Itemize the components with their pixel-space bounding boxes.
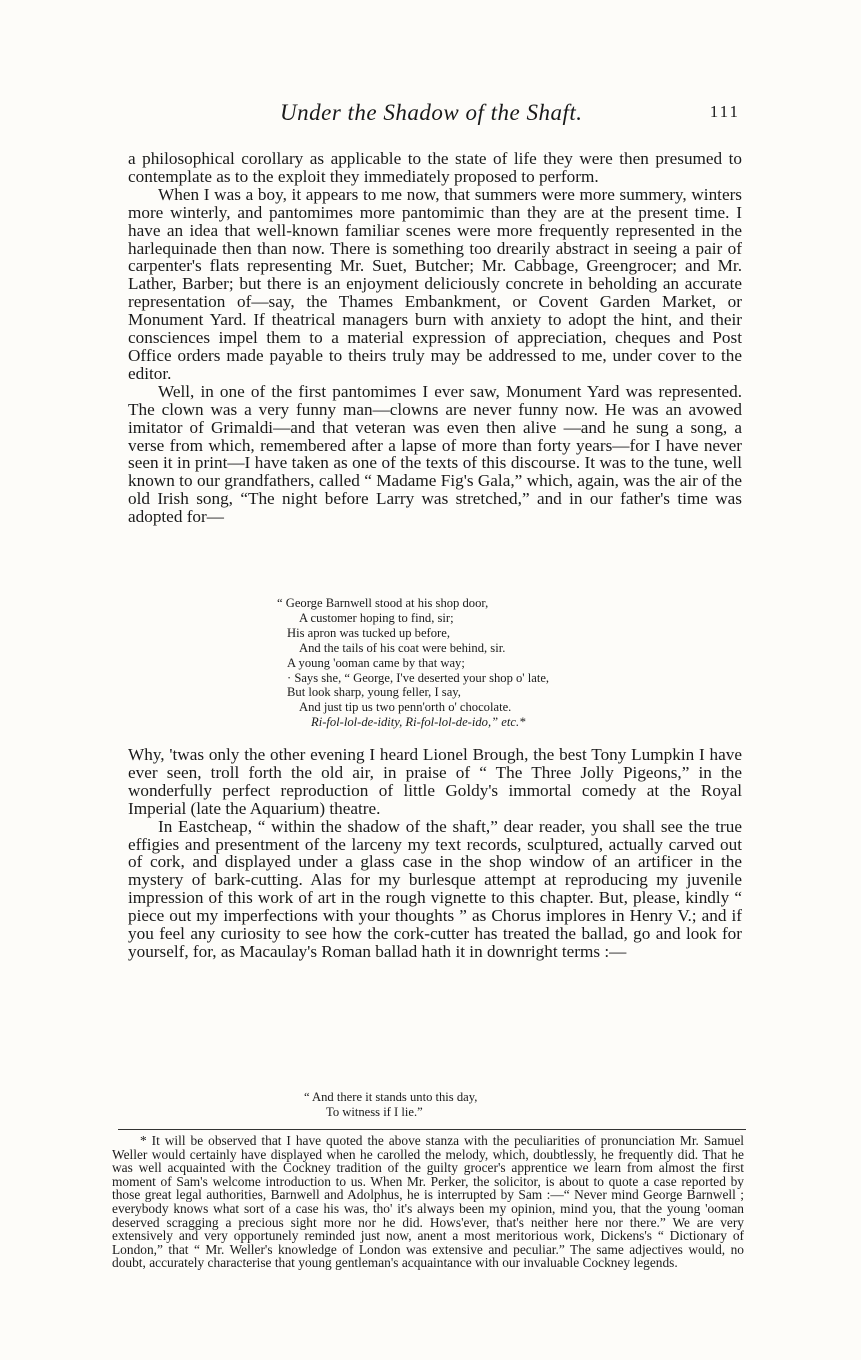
body-text-middle bbox=[128, 746, 742, 961]
body-text-upper bbox=[128, 150, 742, 526]
verse-line: “ And there it stands unto this day, bbox=[304, 1090, 478, 1104]
verse-line: His apron was tucked up before, bbox=[287, 625, 450, 640]
paragraph-eastcheap: In Eastcheap, “ within the shadow of the shaft,” dear reader, you shall see the true effigies and presentment of the larceny my text records, sculptured, actually carved out of cork, and displayed under a glass case in the shop window of an artificer in the mystery of bark-cutting. Alas for my burlesque attempt at reproducing my juvenile impression of this work of art in the rough vignette to this chapter. But, please, kindly “ piece out my imperfections with your thoughts ” as Chorus implores in Henry V.; and if you feel any curiosity to see how the cork-cutter has treated the ballad, go and look for yourself, for, as Macaulay's Roman ballad hath it in downright terms :— bbox=[128, 816, 742, 961]
paragraph-continuation: a philosophical corollary as applicable to the state of life they were then presumed to contemplate as to the exploit they immediately proposed to perform. bbox=[128, 149, 742, 186]
running-head bbox=[130, 100, 740, 128]
verse-line-refrain: Ri-fol-lol-de-idity, Ri-fol-lol-de-ido,” etc.* bbox=[311, 715, 526, 730]
paragraph-pantomime: Well, in one of the first pantomimes I ever saw, Monument Yard was represented. The clown was a very funny man—clowns are never funny now. He was an avowed imitator of Grimaldi—and that veteran was even then alive —and he sung a song, a verse from which, remembered after a lapse of more than forty years—for I have never seen it in print—I have taken as one of the texts of this discourse. It was to the tune, well known to our grandfathers, called “ Madame Fig's Gala,” which, again, was the air of the old Irish song, “The night before Larry was stretched,” and in our father's time was adopted for— bbox=[128, 381, 742, 527]
verse-line: And the tails of his coat were behind, sir. bbox=[299, 640, 506, 655]
footnote-rule bbox=[118, 1129, 746, 1130]
verse-line: But look sharp, young feller, I say, bbox=[287, 685, 461, 700]
page-number: 111 bbox=[709, 102, 740, 121]
verse-line: · Says she, “ George, I've deserted your shop o' late, bbox=[287, 670, 550, 685]
verse-george-barnwell bbox=[277, 596, 677, 730]
verse-line: And just tip us two penn'orth o' chocolate. bbox=[299, 700, 512, 715]
paragraph-lionel-brough: Why, 'twas only the other evening I heard Lionel Brough, the best Tony Lumpkin I have ever seen, troll forth the old air, in praise of “ The Three Jolly Pigeons,” in the wonderfully perfect reproduction of little Goldy's immortal comedy at the Royal Imperial (late the Aquarium) theatre. bbox=[128, 745, 742, 818]
running-title: Under the Shadow of the Shaft. bbox=[280, 100, 583, 125]
footnote-text: * It will be observed that I have quoted the above stanza with the peculiarities of pronunciation Mr. Samuel Weller would certainly have displayed when he carolled the melody, which, doubtlessly, he frequently did. That he was well acquainted with the Cockney tradition of the guilty grocer's apprentice we learn from almost the first moment of Sam's welcome introduction to us. When Mr. Perker, the solicitor, is about to quote a case reported by those great legal authorities, Barnwell and Adolphus, he is interrupted by Sam :—“ Never mind George Barnwell ; everybody knows what sort of a case his was, tho' it's always been my opinion, mind you, that the young 'ooman deserved scragging a precious sight more nor he did. Hows'ever, that's neither here nor there.” We are very extensively and very opportunely reminded just now, anent a most meritorious work, Dickens's “ Dictionary of London,” that “ Mr. Weller's knowledge of London was extensive and peculiar.” The same adjectives would, no doubt, accurately characterise that young gentleman's acquaintance with our invaluable Cockney legends. bbox=[112, 1133, 744, 1271]
paragraph-boyhood: When I was a boy, it appears to me now, that summers were more summery, winters more winterly, and pantomimes more pantomimic than they are at the present time. I have an idea that well-known familiar scenes were more frequently represented in the harlequinade then than now. There is something too drearily abstract in seeing a pair of carpenter's flats representing Mr. Suet, Butcher; Mr. Cabbage, Greengrocer; and Mr. Lather, Barber; but there is an enjoyment deliciously concrete in beholding an accurate representation of—say, the Thames Embankment, or Covent Garden Market, or Monument Yard. If theatrical managers burn with anxiety to adopt the hint, and their consciences impel them to a material expression of appreciation, cheques and Post Office orders made payable to theirs truly may be addressed to me, under cover to the editor. bbox=[128, 184, 742, 383]
footnote bbox=[112, 1134, 744, 1270]
verse-line: A customer hoping to find, sir; bbox=[299, 610, 454, 625]
verse-line: To witness if I lie.” bbox=[326, 1104, 423, 1119]
verse-macaulay bbox=[304, 1090, 704, 1120]
verse-line: “ George Barnwell stood at his shop door, bbox=[277, 596, 489, 610]
verse-line: A young 'ooman came by that way; bbox=[287, 655, 465, 670]
